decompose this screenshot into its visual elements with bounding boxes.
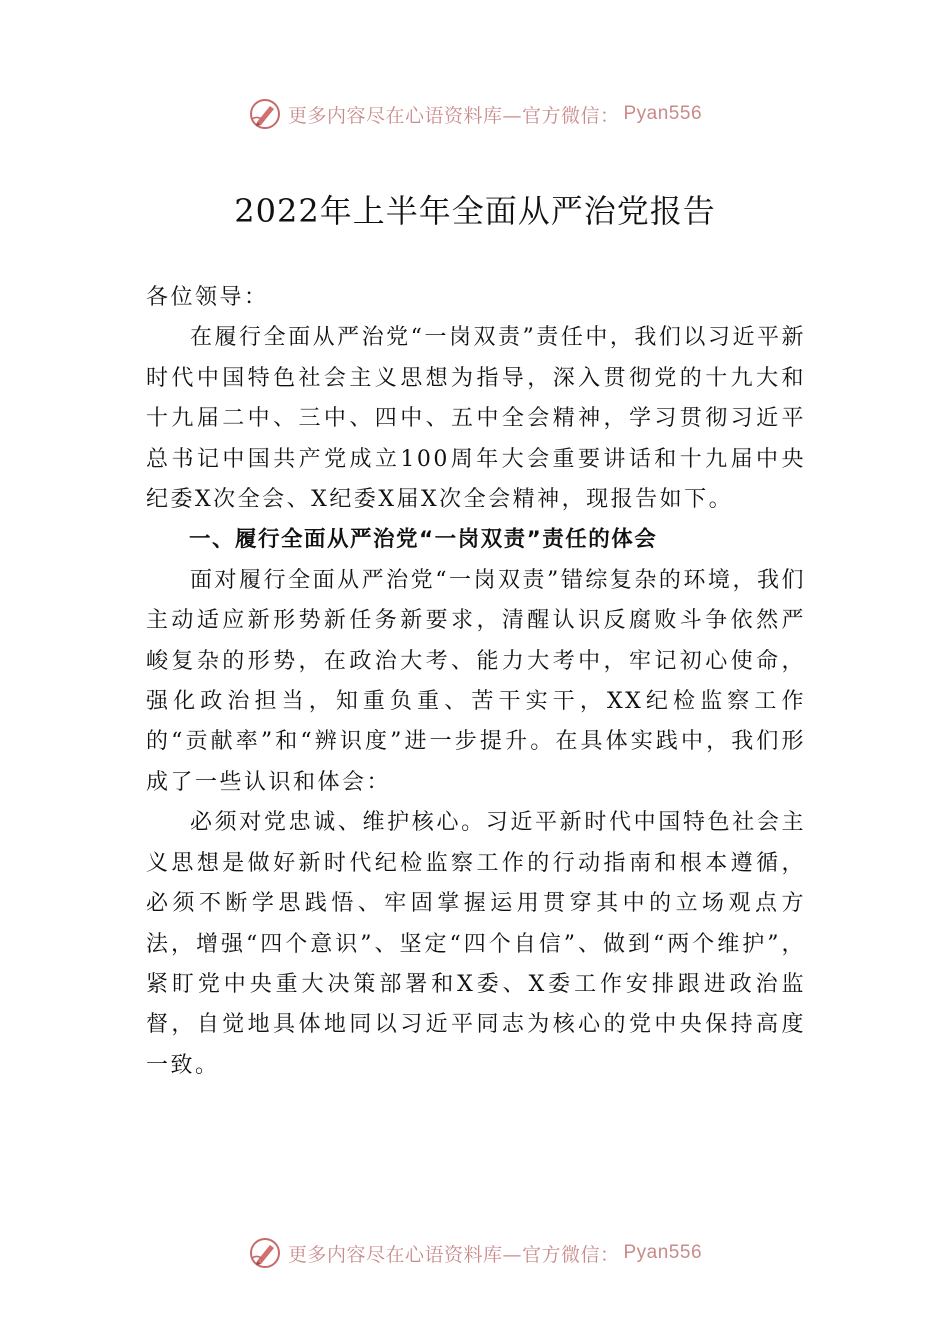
pen-logo-icon <box>248 97 282 131</box>
intro-paragraph: 在履行全面从严治党“一岗双责”责任中，我们以习近平新时代中国特色社会主义思想为指导，深入贯彻党的十九大和十九届二中、三中、四中、五中全会精神，学习贯彻习近平总书记中国共产党成立100周年大会重要讲话和十九届中央纪委X次全会、X纪委X届X次全会精神，现报告如下。 <box>146 325 806 513</box>
document-body <box>146 278 806 1086</box>
section-paragraph: 面对履行全面从严治党“一岗双责”错综复杂的环境，我们主动适应新形势新任务新要求，清醒认识反腐败斗争依然严峻复杂的形势，在政治大考、能力大考中，牢记初心使命，强化政治担当，知重负重、苦干实干，XX纪检监察工作的“贡献率”和“辨识度”进一步提升。在具体实践中，我们形成了一些认识和体会： <box>146 567 806 795</box>
salutation: 各位领导： <box>146 285 269 310</box>
watermark-wechat-id: Pyan556 <box>623 103 703 124</box>
watermark-header <box>0 94 950 134</box>
document-title: 2022年上半年全面从严治党报告 <box>234 192 716 230</box>
section-paragraph: 必须对党忠诚、维护核心。习近平新时代中国特色社会主义思想是做好新时代纪检监察工作的行动指南和根本遵循，必须不断学思践悟、牢固掌握运用贯穿其中的立场观点方法，增强“四个意识”、坚定“四个自信”、做到“两个维护”，紧盯党中央重大决策部署和X委、X委工作安排跟进政治监督，自觉地具体地同以习近平同志为核心的党中央保持高度一致。 <box>146 810 806 1078</box>
section-heading: 一、履行全面从严治党“一岗双责”责任的体会 <box>189 527 658 553</box>
watermark-text: 更多内容尽在心语资料库—官方微信： <box>287 104 620 127</box>
watermark-text: 更多内容尽在心语资料库—官方微信： <box>287 1243 620 1266</box>
watermark-wechat-id: Pyan556 <box>623 1242 703 1263</box>
watermark-footer <box>0 1233 950 1273</box>
pen-logo-icon <box>248 1236 282 1270</box>
